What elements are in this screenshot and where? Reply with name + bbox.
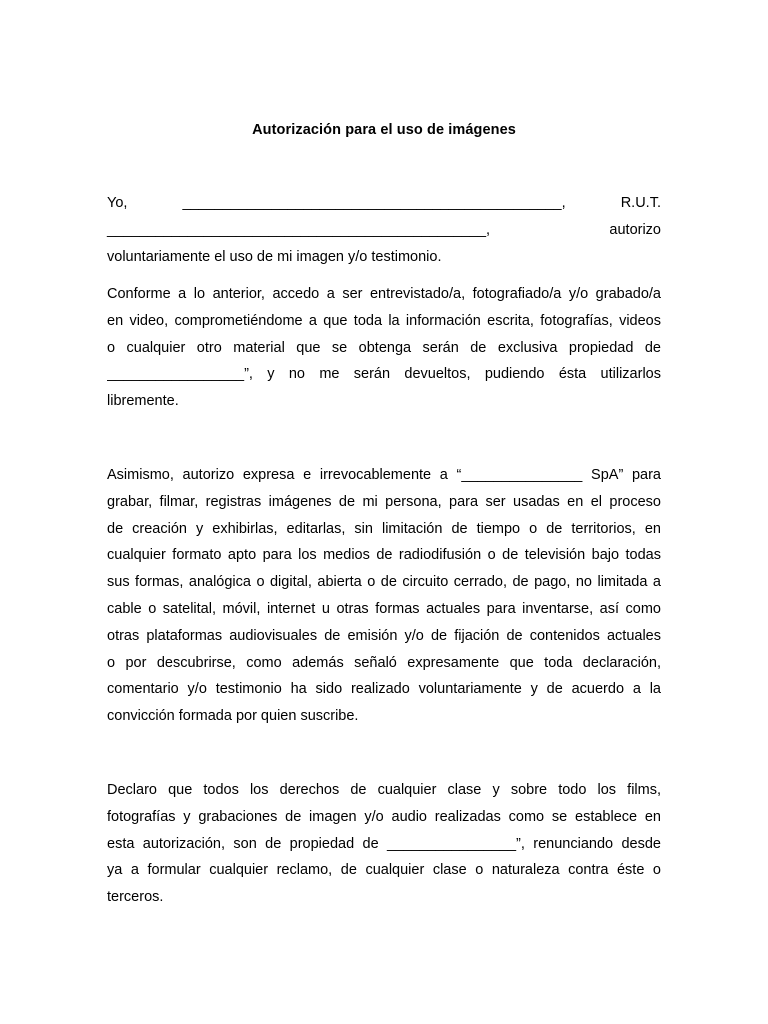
document-title: Autorización para el uso de imágenes [252, 122, 516, 138]
intro-line-3: voluntariamente el uso de mi imagen y/o testimonio. [107, 248, 442, 265]
intro-line-1 [107, 190, 661, 217]
paragraph-line: esta autorización, son de propiedad de ________________”, renunciando desde [107, 835, 661, 852]
name-blank: _______________________________________________, [182, 195, 566, 211]
paragraph-line: otras plataformas audiovisuales de emisión y/o de fijación de contenidos actuales [107, 627, 661, 644]
paragraph-line: cable o satelital, móvil, internet u otras formas actuales para inventarse, así como [107, 600, 661, 617]
paragraph-line: libremente. [107, 393, 179, 410]
paragraph-2 [107, 462, 661, 730]
intro-block [107, 190, 661, 270]
paragraph-line: Declaro que todos los derechos de cualquier clase y sobre todo los films, [107, 782, 661, 798]
paragraph-line: ya a formular cualquier reclamo, de cualquier clase o naturaleza contra éste o [107, 862, 661, 879]
rut-blank: _______________________________________________, [107, 221, 491, 238]
paragraph-line: sus formas, analógica o digital, abierta o de circuito cerrado, de pago, no limitada a [107, 574, 661, 591]
paragraph-line: cualquier formato apto para los medios de radiodifusión o de televisión bajo todas [107, 547, 661, 564]
paragraph-3 [107, 777, 661, 911]
paragraph-line: grabar, filmar, registras imágenes de mi persona, para ser usadas en el proceso [107, 493, 661, 510]
paragraph-line: o cualquier otro material que se obtenga serán de exclusiva propiedad de [107, 339, 661, 356]
paragraph-line: Conforme a lo anterior, accedo a ser entrevistado/a, fotografiado/a y/o grabado/a [107, 286, 661, 302]
yo-label: Yo, [107, 195, 128, 211]
paragraph-line: de creación y exhibirlas, editarlas, sin limitación de tiempo o de territorios, en [107, 520, 661, 537]
paragraph-line: convicción formada por quien suscribe. [107, 708, 359, 725]
paragraph-line: en video, comprometiéndome a que toda la información escrita, fotografías, videos [107, 312, 661, 329]
rut-label: R.U.T. [620, 195, 661, 211]
paragraph-line: fotografías y grabaciones de imagen y/o audio realizadas como se establece en [107, 808, 661, 825]
autorizo-label: autorizo [609, 221, 661, 238]
paragraph-1 [107, 281, 661, 415]
paragraph-line: Asimismo, autorizo expresa e irrevocablemente a “_______________ SpA” para [107, 467, 661, 483]
paragraph-line: comentario y/o testimonio ha sido realizado voluntariamente y de acuerdo a la [107, 681, 661, 698]
paragraph-line: o por descubrirse, como además señaló expresamente que toda declaración, [107, 654, 661, 671]
paragraph-line: _________________”, y no me serán devueltos, pudiendo ésta utilizarlos [107, 366, 661, 383]
paragraph-line: terceros. [107, 889, 164, 906]
intro-line-2 [107, 217, 661, 244]
